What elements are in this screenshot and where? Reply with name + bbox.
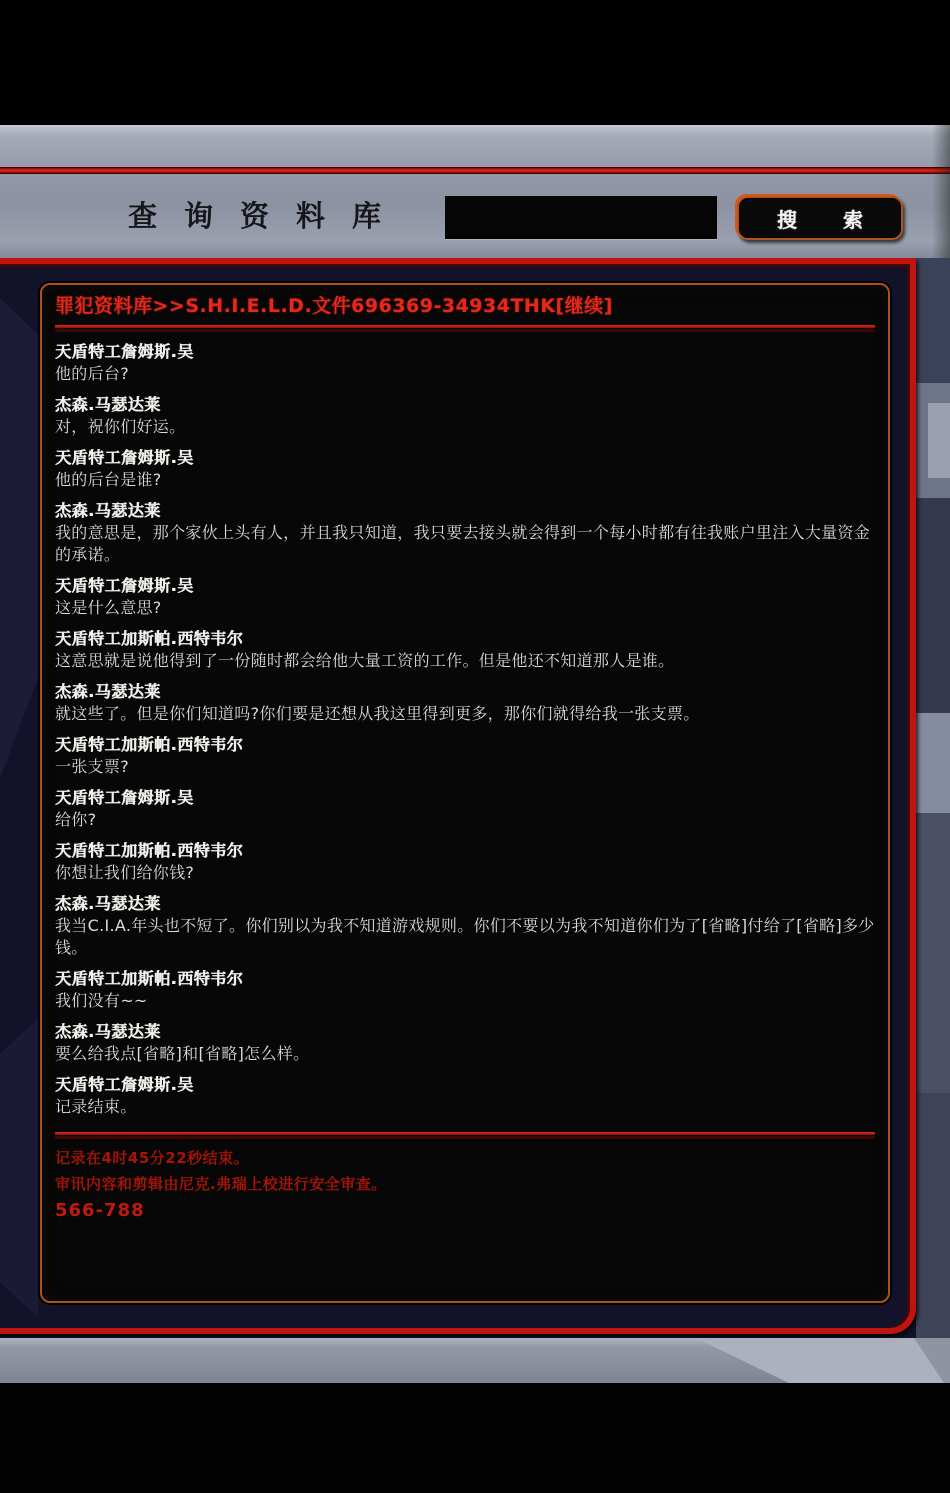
search-button-label: 搜索 — [777, 209, 909, 232]
dialogue-text: 你想让我们给你钱? — [55, 863, 195, 882]
speaker-name: 杰森.马瑟达莱 — [55, 1022, 161, 1041]
speaker-name: 杰森.马瑟达莱 — [55, 501, 161, 520]
bottom-bar — [0, 1338, 950, 1383]
dialogue-entry — [55, 1021, 875, 1065]
speaker-name: 天盾特工詹姆斯.吴 — [55, 788, 194, 807]
dialogue-entry — [55, 447, 875, 491]
speaker-name: 杰森.马瑟达莱 — [55, 395, 161, 414]
database-panel-area — [0, 258, 950, 1338]
speaker-name: 天盾特工加斯帕.西特韦尔 — [55, 969, 244, 988]
dialogue-text: 给你? — [55, 810, 97, 829]
dialogue-entry — [55, 734, 875, 778]
speaker-name: 天盾特工詹姆斯.吴 — [55, 576, 194, 595]
camo-shape — [916, 498, 950, 713]
dialogue-text: 我们没有~~ — [55, 991, 148, 1010]
camo-shape — [916, 713, 950, 813]
dialogue-entry — [55, 575, 875, 619]
speaker-name: 天盾特工加斯帕.西特韦尔 — [55, 841, 244, 860]
dialogue-entry — [55, 893, 875, 959]
dialogue-text: 这意思就是说他得到了一份随时都会给他大量工资的工作。但是他还不知道那人是谁。 — [55, 651, 675, 670]
speaker-name: 天盾特工加斯帕.西特韦尔 — [55, 735, 244, 754]
dialogue-list — [55, 341, 875, 1118]
camo-shape — [928, 403, 950, 478]
dialogue-entry — [55, 500, 875, 566]
dialogue-text: 我的意思是，那个家伙上头有人，并且我只知道，我只要去接头就会得到一个每小时都有往我账户里注入大量资金的承诺。 — [55, 523, 871, 564]
dialogue-text: 他的后台? — [55, 364, 129, 383]
speaker-name: 天盾特工詹姆斯.吴 — [55, 342, 194, 361]
header-divider-line — [0, 167, 950, 174]
search-button[interactable] — [737, 196, 909, 240]
speaker-name: 杰森.马瑟达莱 — [55, 682, 161, 701]
speaker-name: 天盾特工詹姆斯.吴 — [55, 448, 194, 467]
speaker-name: 杰森.马瑟达莱 — [55, 894, 161, 913]
page-title: 查询资料库 — [128, 199, 409, 233]
dialogue-text: 一张支票? — [55, 757, 129, 776]
top-letterbox — [0, 0, 950, 125]
dialogue-entry — [55, 394, 875, 438]
divider — [55, 325, 875, 328]
dialogue-entry — [55, 341, 875, 385]
record-end-time: 记录在4时45分22秒结束。 — [55, 1149, 250, 1167]
dialogue-text: 他的后台是谁? — [55, 470, 162, 489]
file-header: 罪犯资料库>>S.H.I.E.L.D.文件696369-34934THK[继续] — [55, 295, 613, 317]
dialogue-text: 要么给我点[省略]和[省略]怎么样。 — [55, 1044, 310, 1063]
dialogue-text: 我当C.I.A.年头也不短了。你们别以为我不知道游戏规则。你们不要以为我不知道你们为了[省略]付给了[省略]多少钱。 — [55, 916, 875, 957]
speaker-name: 天盾特工詹姆斯.吴 — [55, 1075, 194, 1094]
dialogue-text: 对，祝你们好运。 — [55, 417, 186, 436]
dialogue-text: 记录结束。 — [55, 1097, 137, 1116]
dialogue-entry — [55, 968, 875, 1012]
divider — [55, 1132, 875, 1135]
bottom-letterbox — [0, 1383, 950, 1493]
dialogue-text: 就这些了。但是你们知道吗?你们要是还想从我这里得到更多，那你们就得给我一张支票。 — [55, 704, 700, 723]
file-code: 566-788 — [55, 1200, 145, 1221]
search-input[interactable] — [445, 196, 717, 239]
dialogue-text: 这是什么意思? — [55, 598, 162, 617]
camo-shape — [916, 1093, 950, 1338]
dialogue-entry — [55, 628, 875, 672]
camo-shape — [640, 1338, 950, 1383]
camo-shape — [916, 258, 950, 383]
file-panel — [40, 283, 890, 1303]
dialogue-entry — [55, 1074, 875, 1118]
speaker-name: 天盾特工加斯帕.西特韦尔 — [55, 629, 244, 648]
review-note: 审讯内容和剪辑由尼克.弗瑞上校进行安全审查。 — [55, 1175, 387, 1193]
camo-shape — [916, 813, 950, 1093]
dialogue-entry — [55, 681, 875, 725]
dialogue-entry — [55, 840, 875, 884]
dialogue-entry — [55, 787, 875, 831]
